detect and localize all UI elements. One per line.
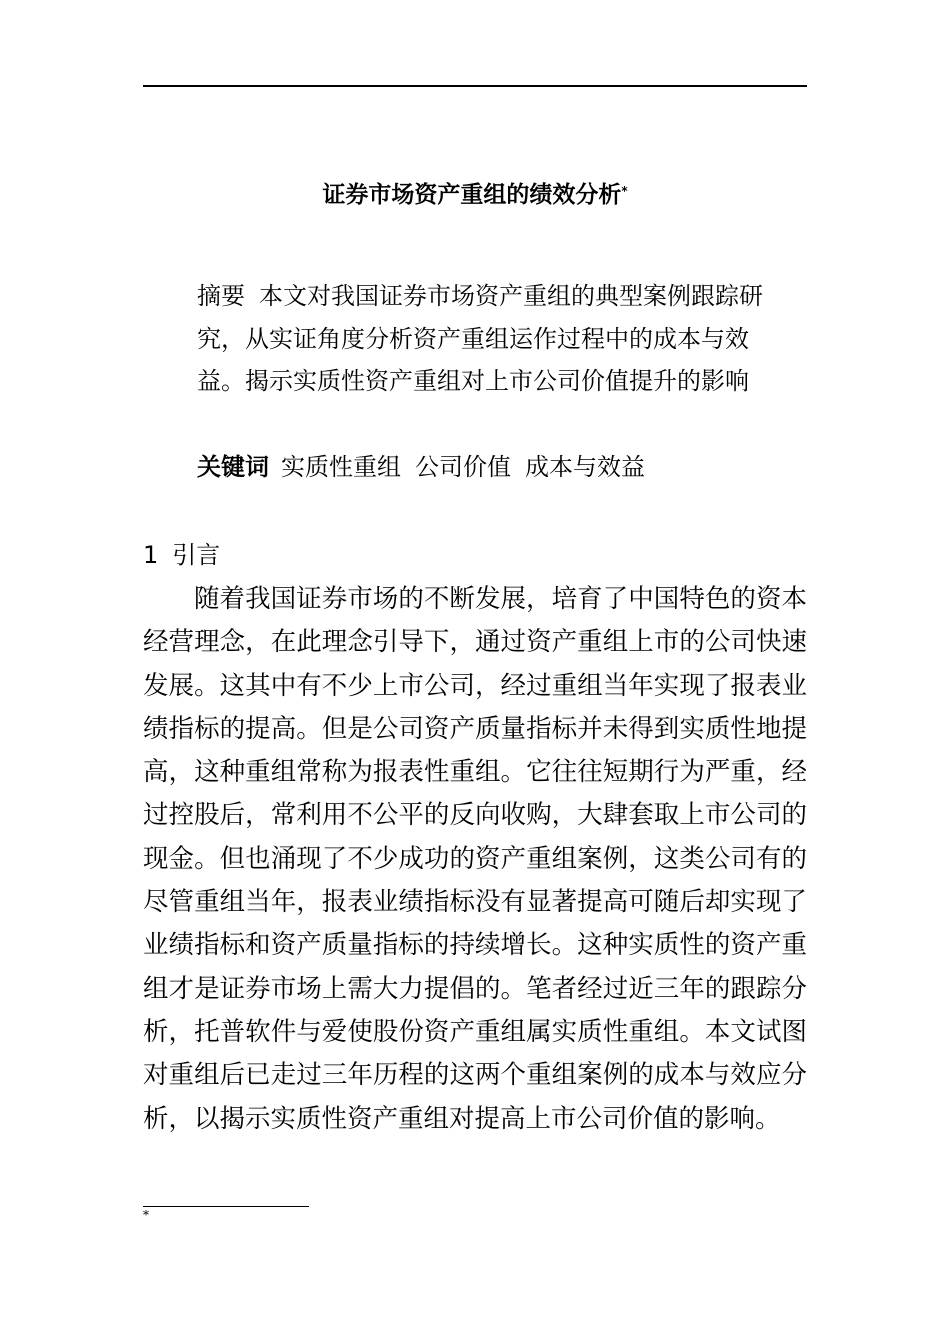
abstract-text: 本文对我国证券市场资产重组的典型案例跟踪研究，从实证角度分析资产重组运作过程中的成本与效益。揭示实质性资产重组对上市公司价值提升的影响 (197, 282, 763, 395)
keywords (197, 447, 767, 487)
keyword-item: 实质性重组 (281, 453, 401, 481)
keyword-item: 成本与效益 (525, 453, 645, 481)
title-footnote-mark: * (621, 184, 628, 198)
keyword-item: 公司价值 (415, 453, 511, 481)
section-number: 1 (143, 541, 159, 569)
keywords-label: 关键词 (197, 453, 269, 481)
footnote-mark: * (143, 1208, 149, 1222)
footnote-rule (143, 1206, 309, 1207)
abstract-label: 摘要 (197, 282, 245, 310)
abstract (197, 275, 767, 403)
section-heading (143, 535, 220, 575)
body-paragraph: 随着我国证券市场的不断发展，培育了中国特色的资本经营理念，在此理念引导下，通过资产重组上市的公司快速发展。这其中有不少上市公司，经过重组当年实现了报表业绩指标的提高。但是公司资产质量指标并未得到实质性地提高，这种重组常称为报表性重组。它往往短期行为严重，经过控股后，常利用不公平的反向收购，大肆套取上市公司的现金。但也涌现了不少成功的资产重组案例，这类公司有的尽管重组当年，报表业绩指标没有显著提高可随后却实现了业绩指标和资产质量指标的持续增长。这种实质性的资产重组才是证券市场上需大力提倡的。笔者经过近三年的跟踪分析，托普软件与爱使股份资产重组属实质性重组。本文试图对重组后已走过三年历程的这两个重组案例的成本与效应分析，以揭示实质性资产重组对提高上市公司价值的影响。 (143, 584, 807, 1134)
section-title: 引言 (172, 541, 221, 569)
title-text: 证券市场资产重组的绩效分析 (322, 182, 622, 208)
paper-title (0, 180, 950, 210)
header-rule (143, 85, 807, 87)
